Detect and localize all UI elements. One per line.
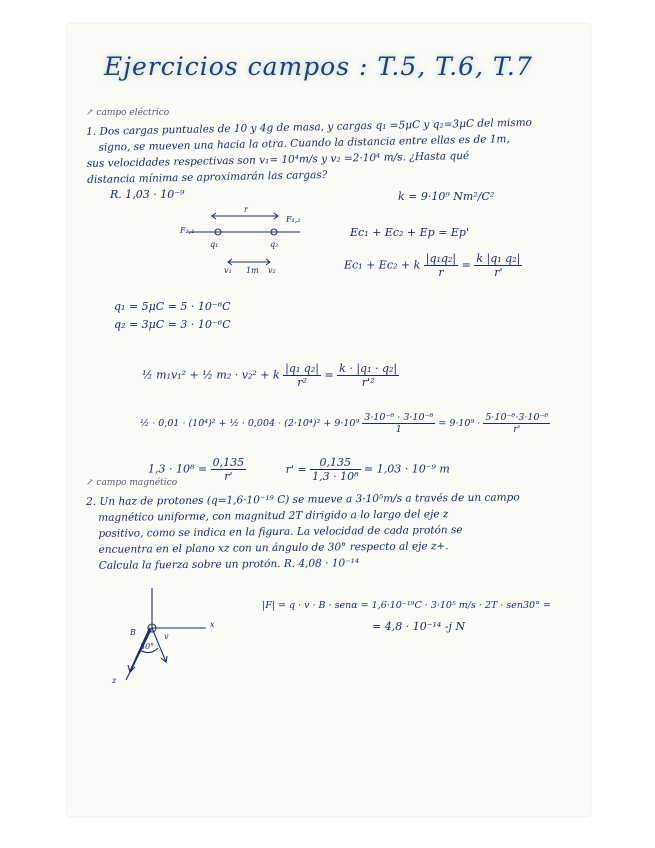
q2-value: q₂ = 3μC = 3 · 10⁻⁶C [114, 318, 231, 331]
force-result: = 4,8 · 10⁻¹⁴ -j N [372, 620, 466, 633]
coulomb-constant: k = 9·10⁹ Nm²/C² [398, 190, 495, 203]
q2-label: q₂ [270, 240, 279, 249]
section-label-electric: ↗ campo eléctrico [86, 108, 170, 118]
angle-label: 30° [140, 642, 155, 651]
v1-label: v₁ [224, 266, 232, 275]
z-axis-label: z [112, 676, 117, 685]
b-label: B [130, 628, 136, 637]
numeric-equation: ½ · 0,01 · (10⁴)² + ½ · 0,004 · (2·10⁴)² + 9·10⁹ $\frac{\text{3·10⁻⁶ · 3·10⁻⁶}}{1}$ = 9·10⁹ · $\frac{\text{5·10⁻⁶·3·10⁻⁶}}{r'}$ [140, 412, 549, 435]
v-label: v [164, 632, 169, 641]
problem-line: Calcula la fuerza sobre un protón. R. 4,08 · 10⁻¹⁴ [98, 557, 360, 572]
problem-line: positivo, como se indica en la figura. La velocidad de cada protón se [98, 524, 463, 540]
kinetic-equation: ½ m₁v₁² + ½ m₂ · v₂² + k $\frac{\text{|q₁ q₂|}}{\text{r²}}$ = $\frac{\text{k · |q₁ · q₂|}}{\text{r'²}}$ [142, 362, 398, 389]
r-label: r [244, 205, 248, 214]
answer-1: R. 1,03 · 10⁻⁹ [110, 188, 185, 201]
problem-number: 1. [86, 125, 97, 138]
force-equation: |F| = q · v · B · senα = 1,6·10⁻¹⁹C · 3·10⁵ m/s · 2T · sen30° = [262, 600, 551, 611]
force-12-label: F₁,₂ [286, 215, 301, 224]
problem-line: magnético uniforme, con magnitud 2T dirigido a lo largo del eje z [98, 508, 449, 524]
force-21-label: F₂,₁ [180, 226, 195, 235]
final-result: = 1,03 · 10⁻⁹ m [364, 462, 450, 476]
v2-label: v₂ [268, 266, 276, 275]
problem-line: Dos cargas puntuales de 10 y 4g de masa, y cargas q₁ =5μC y q₂=3μC del mismo [99, 116, 533, 138]
section-label-magnetic: ↗ campo magnético [86, 478, 178, 488]
problem-line: distancia mínima se aproximarán las cargas? [87, 168, 328, 186]
problem-line: encuentra en el plano xz con un ángulo de 30° respecto al eje z+. [98, 540, 449, 556]
energy-equation-1: Ec₁ + Ec₂ + Ep = Ep' [350, 226, 469, 239]
arrow-icon: ↗ [86, 108, 97, 118]
problem-line: Un haz de protones (q=1,6·10⁻¹⁹ C) se mueve a 3·10⁵m/s a través de un campo [99, 491, 520, 508]
energy-equation-2: Ec₁ + Ec₂ + k $\frac{\text{|q₁q₂|}}{r}$ = $\frac{\text{k |q₁ q₂|}}{r'}$ [344, 252, 521, 279]
result-line: 1,3 · 10⁸ = $\frac{0,135}{r'}$ r' = $\frac{0,135}{\text{1,3 · 10⁸}}$ = 1,03 · 10⁻⁹ m [148, 456, 450, 483]
q1-label: q₁ [210, 240, 219, 249]
page-title: Ejercicios campos : T.5, T.6, T.7 [104, 52, 533, 81]
q1-value: q₁ = 5μC = 5 · 10⁻⁶C [114, 300, 231, 313]
distance-label: 1m [246, 266, 259, 275]
arrow-icon: ↗ [86, 478, 97, 488]
x-axis-label: x [210, 620, 215, 629]
problem-line: sus velocidades respectivas son v₁= 10⁴m/s y v₂ =2·10⁴ m/s. ¿Hasta qué [86, 149, 470, 170]
problem-line: signo, se mueven una hacia la otra. Cuando la distancia entre ellas es de 1m, [98, 133, 510, 154]
problem-number: 2. [86, 495, 97, 508]
